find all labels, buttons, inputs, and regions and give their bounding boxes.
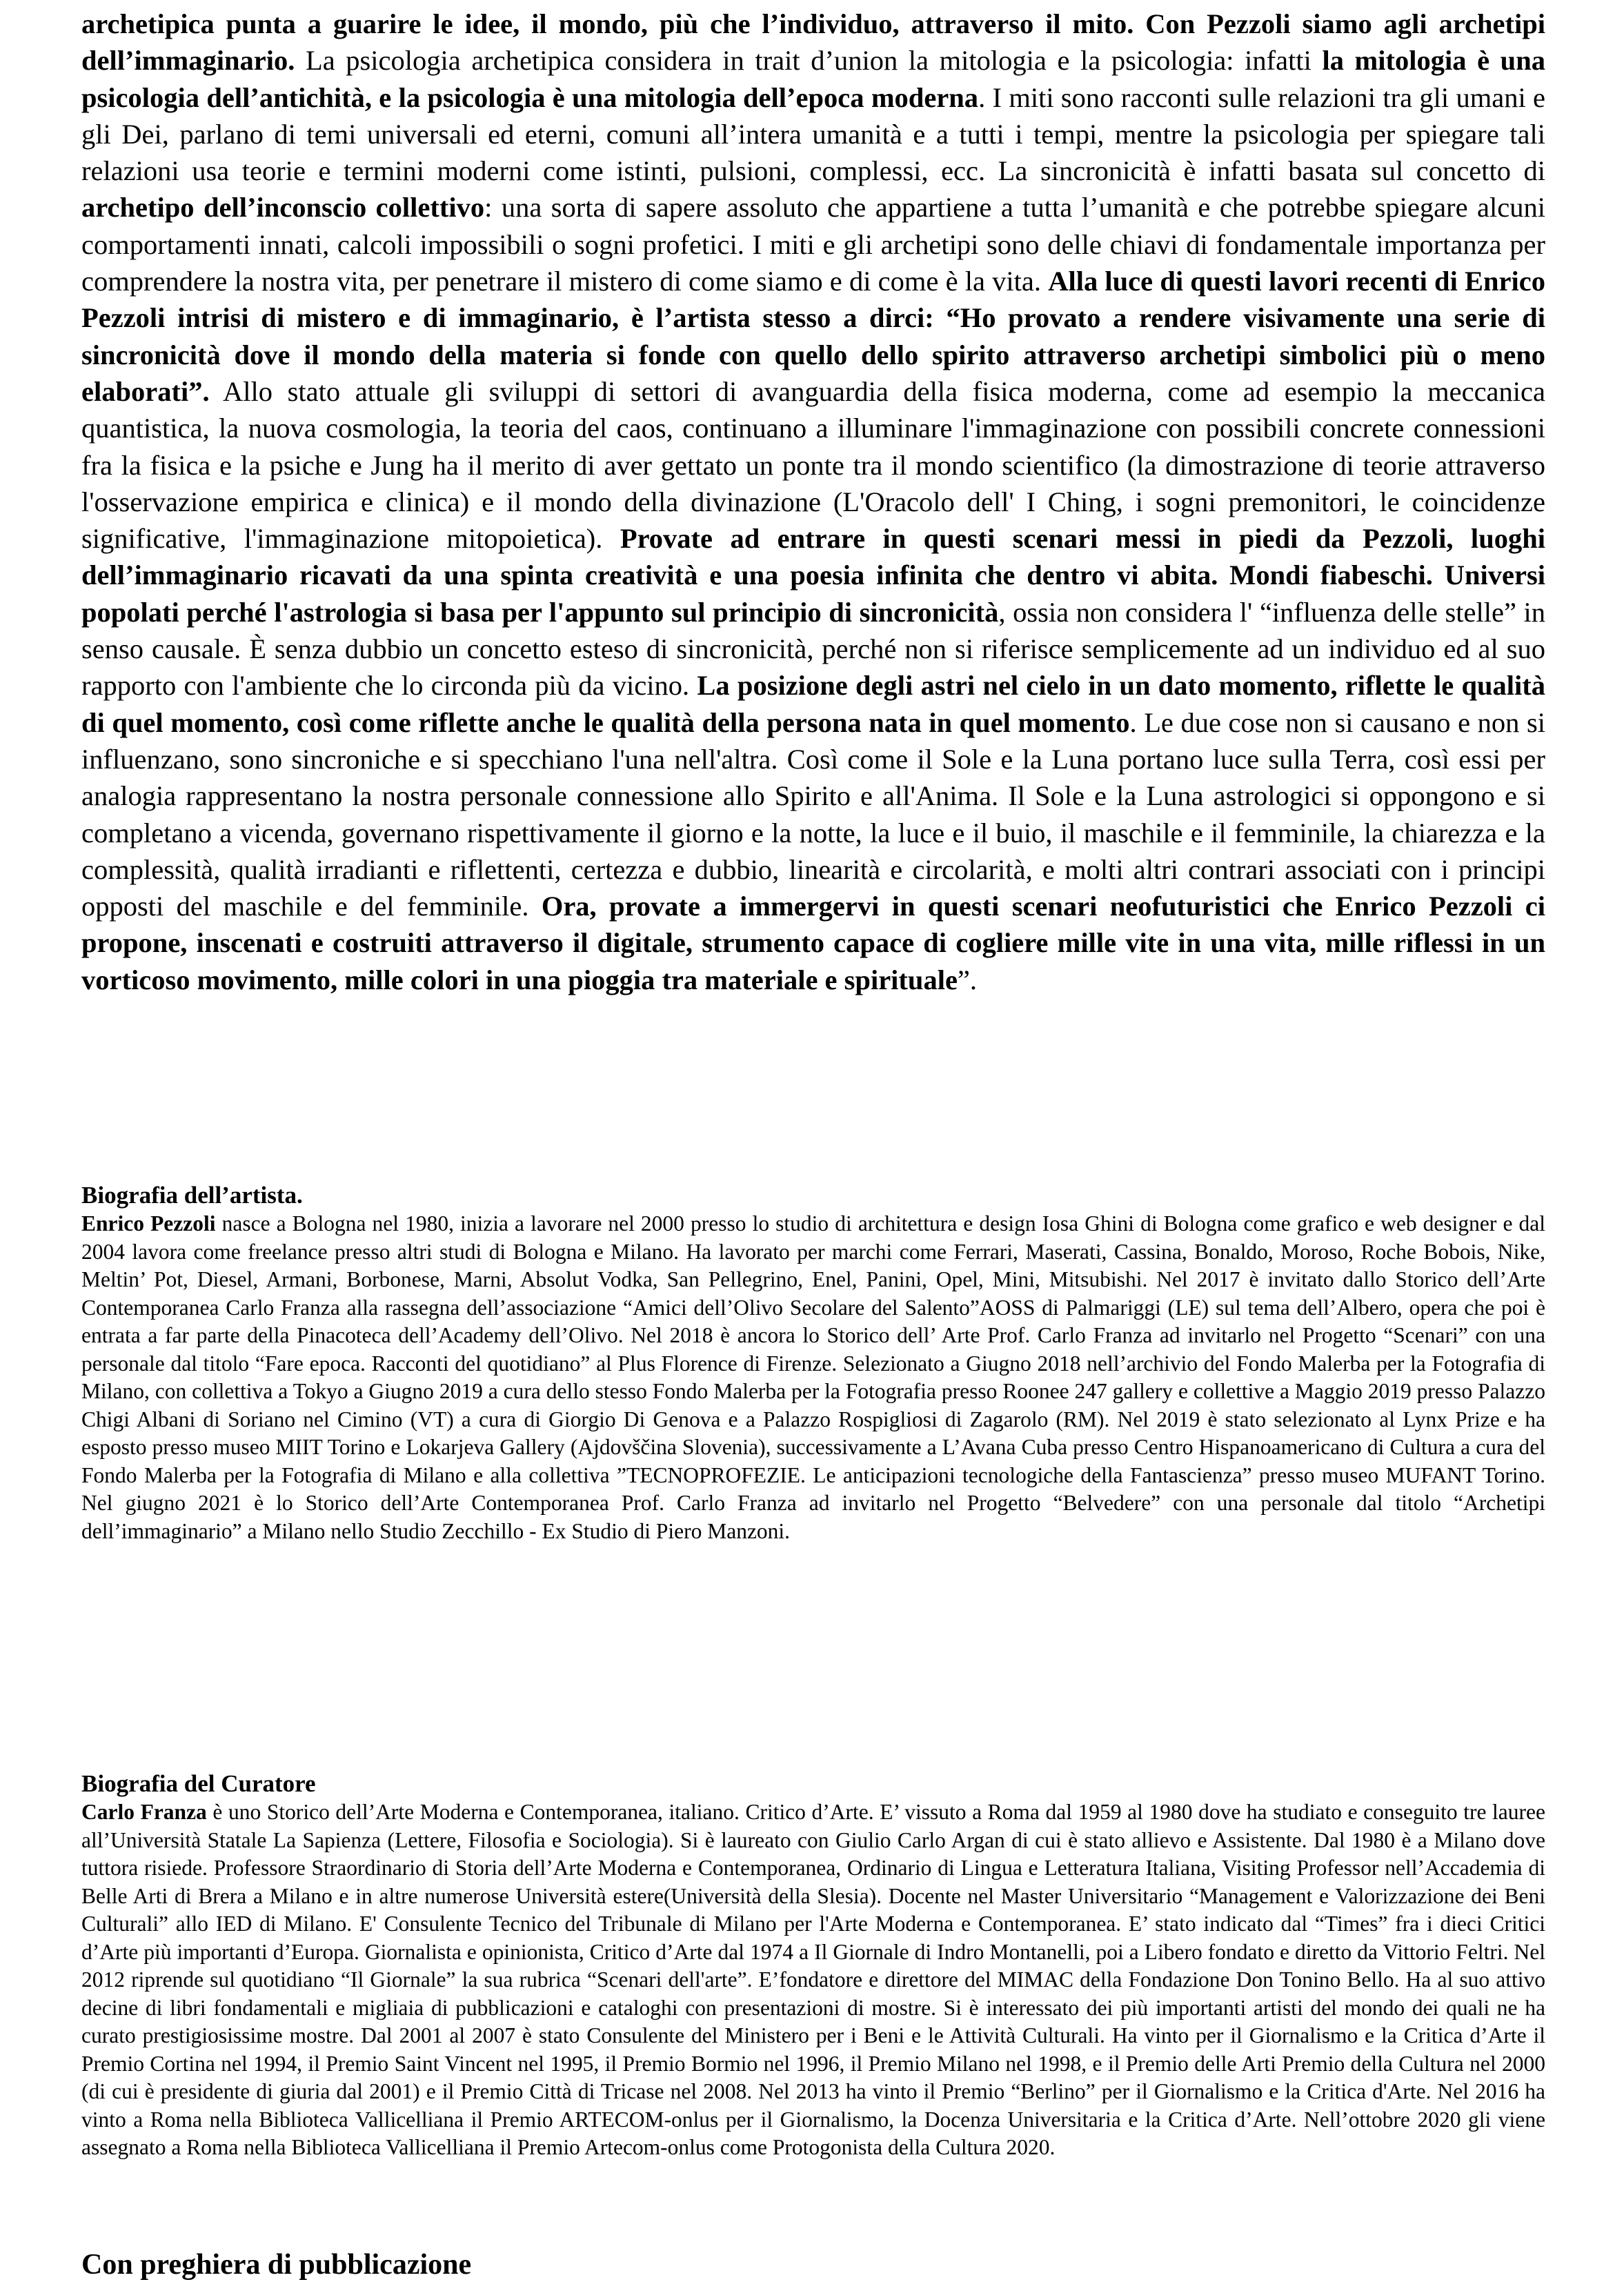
curator-biography-body: è uno Storico dell’Arte Moderna e Contemporanea, italiano. Critico d’Arte. E’ vissuto a Roma dal 1959 al 1980 dove ha studiato e conseguito tre lauree all’Università Statale La Sapienza (Lettere, Filosofia e Sociologia). Si è laureato con Giulio Carlo Argan di cui è stato allievo e Assistente. Dal 1980 è a Milano dove tuttora risiede. Professore Straordinario di Storia dell’Arte Moderna e Contemporanea, Ordinario di Lingua e Letteratura Italiana, Visiting Professor nell’Accademia di Belle Arti di Brera a Milano e in altre numerose Università estere(Università della Slesia). Docente nel Master Universitario “Management e Valorizzazione dei Beni Culturali” allo IED di Milano. E' Consulente Tecnico del Tribunale di Milano per l'Arte Moderna e Contemporanea. E’ stato indicato dal “Times” fra i dieci Critici d’Arte più importanti d’Europa. Giornalista e opinionista, Critico d’Arte dal 1974 a Il Giornale di Indro Montanelli, poi a Libero fondato e diretto da Vittorio Feltri. Nel 2012 riprende sul quotidiano “Il Giornale” la sua rubrica “Scenari dell'arte”. E’fondatore e direttore del MIMAC della Fondazione Don Tonino Bello. Ha al suo attivo decine di libri fondamentali e migliaia di pubblicazioni e cataloghi con presentazioni di mostre. Si è interessato dei più importanti artisti del mondo dei quali ne ha curato prestigiosissime mostre. Dal 2001 al 2007 è stato Consulente del Ministero per i Beni e le Attività Culturali. Ha vinto per il Giornalismo e la Critica d’Arte il Premio Cortina nel 1994, il Premio Saint Vincent nel 1995, il Premio Bormio nel 1996, il Premio Milano nel 1998, e il Premio delle Arti Premio della Cultura nel 2000 (di cui è presidente di giuria dal 2001) e il Premio Città di Tricase nel 2008. Nel 2013 ha vinto il Premio “Berlino” per il Giornalismo e la Critica d'Arte. Nel 2016 ha vinto a Roma nella Biblioteca Vallicelliana il Premio ARTECOM-onlus per il Giornalismo, la Docenza Universitaria e la Critica d’Arte. Nell’ottobre 2020 gli viene assegnato a Roma nella Biblioteca Vallicelliana il Premio Artecom-onlus come Protogonista della Cultura 2020. (81, 1800, 1545, 2159)
text-run: Allo stato attuale gli sviluppi di settori di avanguardia della fisica moderna, come ad esempio la meccanica quantistica, la nuova cosmologia, la teoria del caos, continuano a illuminare l'immaginazione con possibili concrete connessioni fra la fisica e la psiche e Jung ha il merito di aver gettato un ponte tra il mondo scientifico (la dimostrazione di teorie attraverso l'osservazione empirica e clinica) e il mondo della divinazione (L'Oracolo dell' I Ching, i sogni premonitori, le coincidenze significative, l'immaginazione mitopoietica). (81, 375, 1545, 555)
artist-biography (81, 1181, 1545, 1545)
curator-biography (81, 1769, 1545, 2162)
curator-biography-title: Biografia del Curatore (81, 1770, 316, 1797)
text-run: Ora, provate a immergervi in questi scenari neofuturistici che Enrico Pezzoli ci propone, inscenati e costruiti attraverso il digitale, strumento capace di cogliere mille vite in una vita, mille riflessi in un vorticoso movimento, mille colori in una pioggia tra materiale e spirituale (81, 891, 1546, 995)
publication-request-heading: Con preghiera di pubblicazione (81, 2249, 472, 2281)
artist-biography-body: nasce a Bologna nel 1980, inizia a lavorare nel 2000 presso lo studio di architettura e design Iosa Ghini di Bologna come grafico e web designer e dal 2004 lavora come freelance presso altri studi di Bologna e Milano. Ha lavorato per marchi come Ferrari, Maserati, Cassina, Bonaldo, Moroso, Roche Bobois, Nike, Meltin’ Pot, Diesel, Armani, Borbonese, Marni, Absolut Vodka, San Pellegrino, Enel, Panini, Opel, Mini, Mitsubishi. Nel 2017 è invitato dallo Storico dell’Arte Contemporanea Carlo Franza alla rassegna dell’associazione “Amici dell’Olivo Secolare del Salento”AOSS di Palmariggi (LE) sul tema dell’Albero, opera che poi è entrata a far parte della Pinacoteca dell’Academy dell’Olivo. Nel 2018 è ancora lo Storico dell’ Arte Prof. Carlo Franza ad invitarlo nel Progetto “Scenari” con una personale dal titolo “Fare epoca. Racconti del quotidiano” al Plus Florence di Firenze. Selezionato a Giugno 2018 nell’archivio del Fondo Malerba per la Fotografia di Milano, con collettiva a Tokyo a Giugno 2019 a cura dello stesso Fondo Malerba per la Fotografia presso Roonee 247 gallery e collettive a Maggio 2019 presso Palazzo Chigi Albani di Soriano nel Cimino (VT) a cura di Giorgio Di Genova e a Palazzo Rospigliosi di Zagarolo (RM). Nel 2019 è stato selezionato al Lynx Prize e ha esposto presso museo MIIT Torino e Lokarjeva Gallery (Ajdovščina Slovenia), successivamente a L’Avana Cuba presso Centro Hispanoamericano di Cultura a cura del Fondo Malerba per la Fotografia di Milano e alla collettiva ”TECNOPROFEZIE. Le anticipazioni tecnologiche della Fantascienza” presso museo MUFANT Torino. Nel giugno 2021 è lo Storico dell’Arte Contemporanea Prof. Carlo Franza ad invitarlo nel Progetto “Belvedere” con una personale dal titolo “Archetipi dell’immaginario” a Milano nello Studio Zecchillo - Ex Studio di Piero Manzoni. (81, 1211, 1545, 1543)
text-run: La posizione degli astri nel cielo in un dato momento, riflette le qualità di quel momento, così come riflette anche le qualità della persona nata in quel momento (81, 670, 1545, 738)
artist-name: Enrico Pezzoli (81, 1211, 216, 1236)
artist-biography-text (81, 1210, 1545, 1545)
text-run: la mitologia è una psicologia dell’antichità, e la psicologia è una mitologia dell’epoca moderna (81, 45, 1545, 113)
main-article-text (81, 6, 1545, 998)
text-run: . Le due cose non si causano e non si influenzano, sono sincroniche e si specchiano l'una nell'altra. Così come il Sole e la Luna portano luce sulla Terra, così essi per analogia rappresentano la nostra personale connessione allo Spirito e all'Anima. Il Sole e la Luna astrologici si oppongono e si completano a vicenda, governano rispettivamente il giorno e la notte, la luce e il buio, il maschile e il femminile, la chiarezza e la complessità, qualità irradianti e riflettenti, certezza e dubbio, linearità e circolarità, e molti altri contrari associati con i principi opposti del maschile e del femminile. (81, 706, 1545, 922)
curator-biography-text (81, 1798, 1545, 2162)
text-run: archetipica punta a guarire le idee, il mondo, più che l’individuo, attraverso il mito. Con Pezzoli siamo agli archetipi dell’immaginario. (81, 8, 1545, 77)
text-run: Alla luce di questi lavori recenti di Enrico Pezzoli intrisi di mistero e di immaginario, è l’artista stesso a dirci: “Ho provato a rendere visivamente una serie di sincronicità dove il mondo della materia si fonde con quello dello spirito attraverso archetipi simbolici più o meno elaborati”. (81, 266, 1546, 407)
text-run: La psicologia archetipica considera in trait d’union la mitologia e la psicologia: infatti (295, 45, 1323, 77)
curator-name: Carlo Franza (81, 1800, 207, 1824)
text-run: . I miti sono racconti sulle relazioni tra gli umani e gli Dei, parlano di temi universali ed eterni, comuni all’intera umanità e a tutti i tempi, mentre la psicologia per spiegare tali relazioni usa teorie e termini moderni come istinti, pulsioni, complessi, ecc. La sincronicità è infatti basata sul concetto di (81, 81, 1545, 187)
artist-biography-title: Biografia dell’artista. (81, 1182, 303, 1209)
text-run: , ossia non considera l' “influenza delle stelle” in senso causale. È senza dubbio un concetto esteso di sincronicità, perché non si riferisce semplicemente ad un individuo ed al suo rapporto con l'ambiente che lo circonda più da vicino. (81, 596, 1546, 702)
text-run: Provate ad entrare in questi scenari messi in piedi da Pezzoli, luoghi dell’immaginario ricavati da una spinta creatività e una poesia infinita che dentro vi abita. Mondi fiabeschi. Universi popolati perché l'astrologia si basa per l'appunto sul principio di sincronicità (81, 523, 1545, 628)
text-run: : una sorta di sapere assoluto che appartiene a tutta l’umanità e che potrebbe spiegare alcuni comportamenti innati, calcoli impossibili o sogni profetici. I miti e gli archetipi sono delle chiavi di fondamentale importanza per comprendere la nostra vita, per penetrare il mistero di come siamo e di come è la vita. (81, 192, 1545, 297)
text-run: ”. (957, 964, 978, 995)
text-run: archetipo dell’inconscio collettivo (81, 192, 485, 224)
